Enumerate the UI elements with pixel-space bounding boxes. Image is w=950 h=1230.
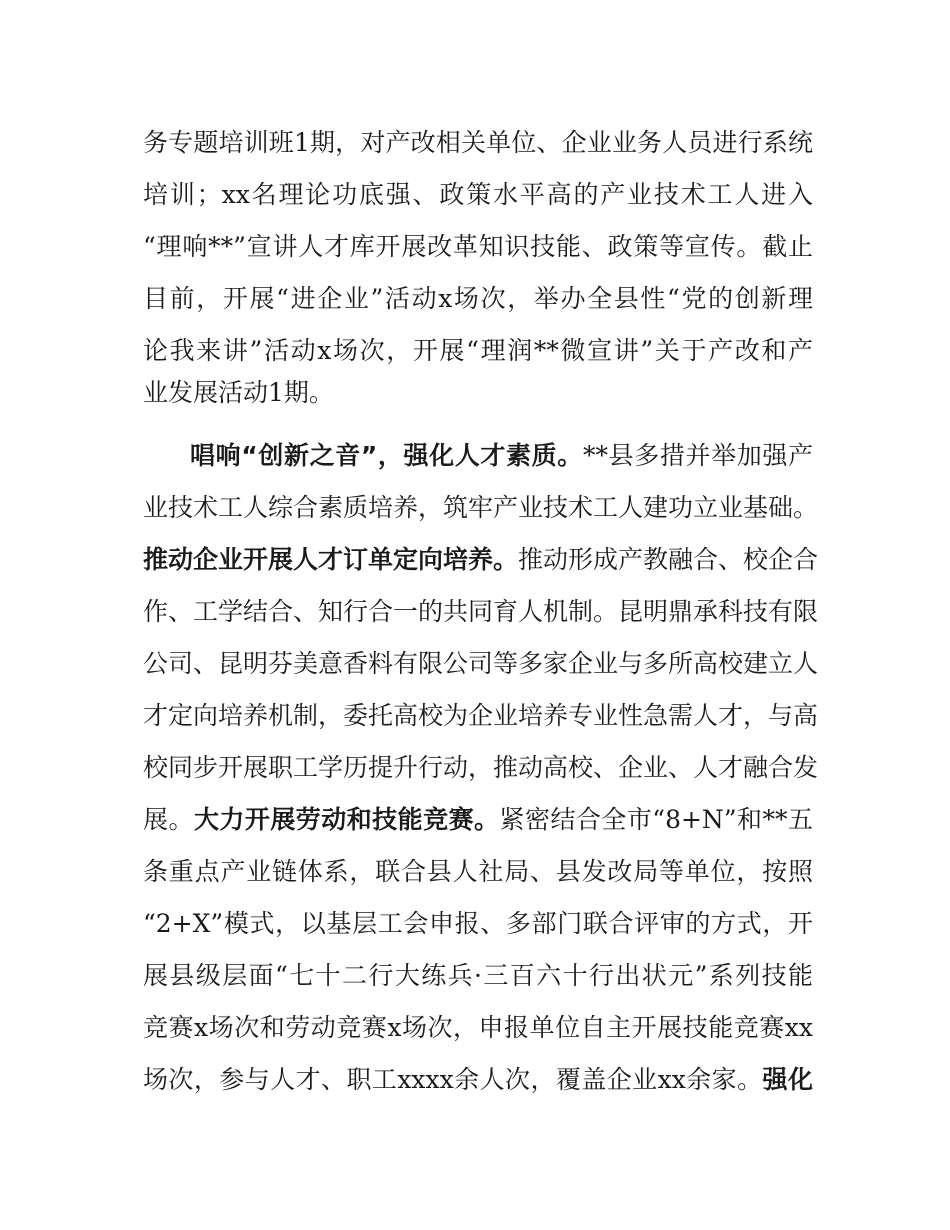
text-line	[143, 805, 813, 835]
subsection-heading: 强化	[762, 1065, 813, 1094]
text-span: **县多措并举加强产	[582, 441, 813, 470]
text-span: 推动形成产教融合、校企合	[518, 545, 819, 574]
subsection-heading: 推动企业开展人才订单定向培养。	[143, 545, 519, 574]
text-line	[143, 1065, 813, 1095]
text-line: 目前，开展“进企业”活动x场次，举办全县性“党的创新理	[143, 284, 813, 313]
text-line: 展县级层面“七十二行大练兵·三百六十行出状元”系列技能	[143, 961, 813, 990]
section-heading: 唱响“创新之音”，强化人才素质。	[190, 441, 583, 470]
text-line: 校同步开展职工学历提升行动，推动高校、企业、人才融合发	[143, 753, 819, 782]
text-line: 竞赛x场次和劳动竞赛x场次，申报单位自主开展技能竞赛xx	[143, 1013, 813, 1042]
text-span: 展。	[143, 805, 194, 834]
text-line	[143, 545, 819, 575]
text-line: 论我来讲”活动x场次，开展“理润**微宣讲”关于产改和产	[143, 336, 813, 365]
subsection-heading: 大力开展劳动和技能竞赛。	[193, 805, 500, 834]
text-line: 才定向培养机制，委托高校为企业培养专业性急需人才，与高	[143, 701, 819, 730]
text-line: 培训；xx名理论功底强、政策水平高的产业技术工人进入	[143, 180, 813, 209]
text-line: “2+X”模式，以基层工会申报、多部门联合评审的方式，开	[143, 909, 813, 938]
text-line: 业发展活动1期。	[143, 378, 334, 407]
text-line: 务专题培训班1期，对产改相关单位、企业业务人员进行系统	[143, 128, 813, 157]
text-line: 作、工学结合、知行合一的共同育人机制。昆明鼎承科技有限	[143, 597, 819, 626]
text-line: “理响**”宣讲人才库开展改革知识技能、政策等宣传。截止	[143, 232, 813, 261]
text-span: 场次，参与人才、职工xxxx余人次，覆盖企业xx余家。	[143, 1065, 763, 1094]
text-line	[190, 441, 813, 471]
text-line: 条重点产业链体系，联合县人社局、县发改局等单位，按照	[143, 857, 813, 886]
text-line: 公司、昆明芬美意香料有限公司等多家企业与多所高校建立人	[143, 649, 819, 678]
text-span: 紧密结合全市“8+N”和**五	[499, 805, 813, 834]
text-line: 业技术工人综合素质培养，筑牢产业技术工人建功立业基础。	[143, 493, 819, 522]
